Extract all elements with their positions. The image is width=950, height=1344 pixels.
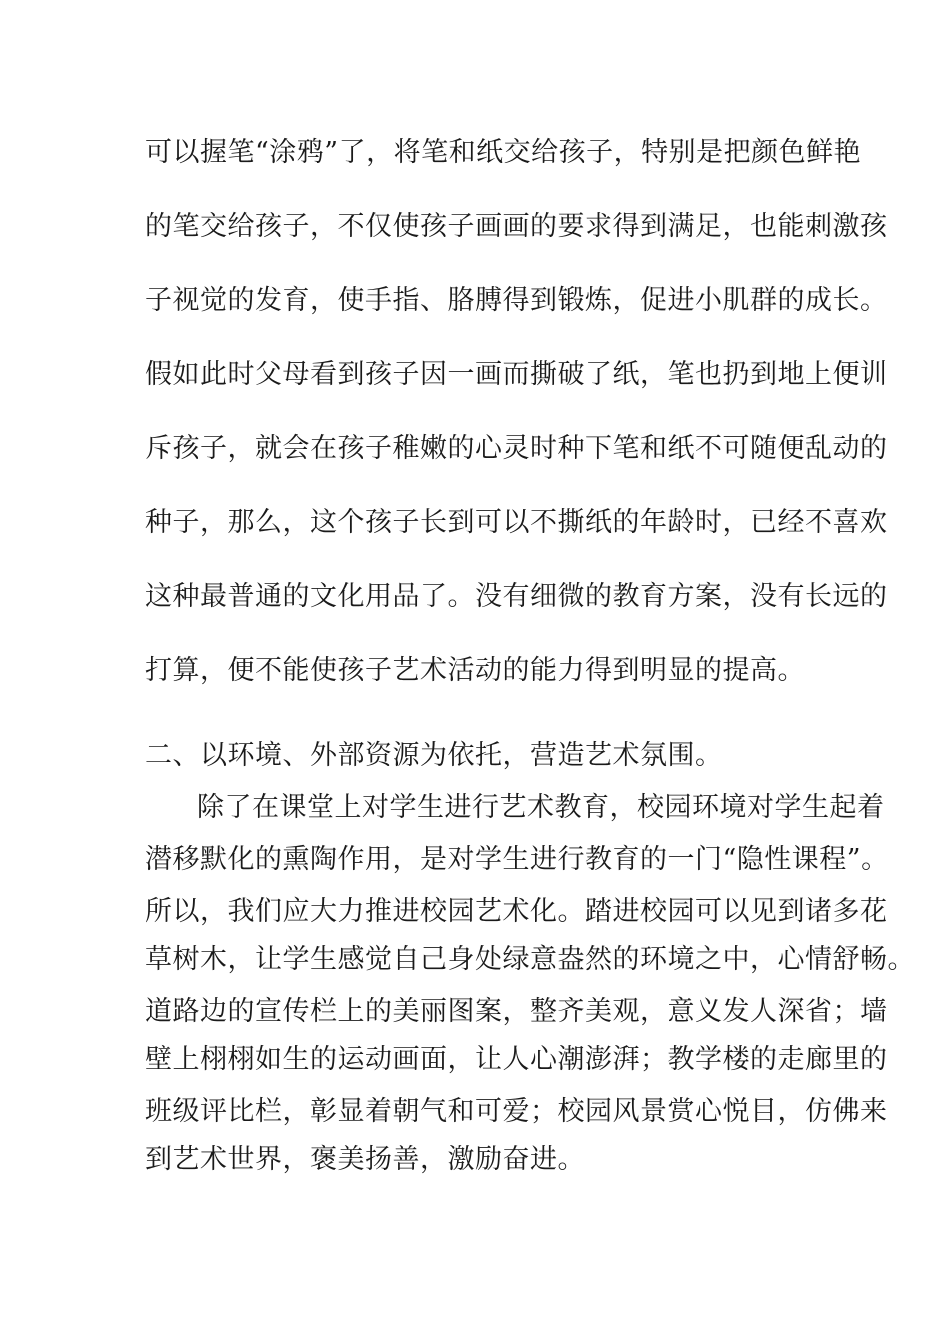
paragraph-line: 可以握笔“涂鸦”了，将笔和纸交给孩子，特别是把颜色鲜艳 bbox=[145, 137, 862, 168]
paragraph-line: 的笔交给孩子，不仅使孩子画画的要求得到满足，也能刺激孩 bbox=[145, 211, 888, 242]
paragraph-line: 草树木，让学生感觉自己身处绿意盎然的环境之中，心情舒畅。 bbox=[145, 944, 915, 975]
paragraph-line: 所以，我们应大力推进校园艺术化。踏进校园可以见到诸多花 bbox=[145, 896, 888, 927]
paragraph-line: 班级评比栏，彰显着朝气和可爱；校园风景赏心悦目，仿佛来 bbox=[145, 1096, 888, 1127]
paragraph-line: 潜移默化的熏陶作用，是对学生进行教育的一门“隐性课程”。 bbox=[145, 844, 889, 875]
paragraph-line: 道路边的宣传栏上的美丽图案，整齐美观，意义发人深省；墙 bbox=[145, 996, 888, 1027]
paragraph-line: 斥孩子，就会在孩子稚嫩的心灵时种下笔和纸不可随便乱动的 bbox=[145, 433, 888, 464]
paragraph-line: 到艺术世界，褒美扬善，激励奋进。 bbox=[145, 1144, 585, 1175]
paragraph-line: 种子，那么，这个孩子长到可以不撕纸的年龄时，已经不喜欢 bbox=[145, 507, 888, 538]
paragraph-line: 子视觉的发育，使手指、胳膊得到锻炼，促进小肌群的成长。 bbox=[145, 285, 888, 316]
paragraph-line: 打算，便不能使孩子艺术活动的能力得到明显的提高。 bbox=[145, 655, 805, 686]
paragraph-line: 除了在课堂上对学生进行艺术教育，校园环境对学生起着 bbox=[197, 792, 885, 823]
section-heading: 二、以环境、外部资源为依托，营造艺术氛围。 bbox=[145, 740, 723, 771]
paragraph-line: 假如此时父母看到孩子因一画而撕破了纸，笔也扔到地上便训 bbox=[145, 359, 888, 390]
paragraph-line: 壁上栩栩如生的运动画面，让人心潮澎湃；教学楼的走廊里的 bbox=[145, 1044, 888, 1075]
paragraph-line: 这种最普通的文化用品了。没有细微的教育方案，没有长远的 bbox=[145, 581, 888, 612]
